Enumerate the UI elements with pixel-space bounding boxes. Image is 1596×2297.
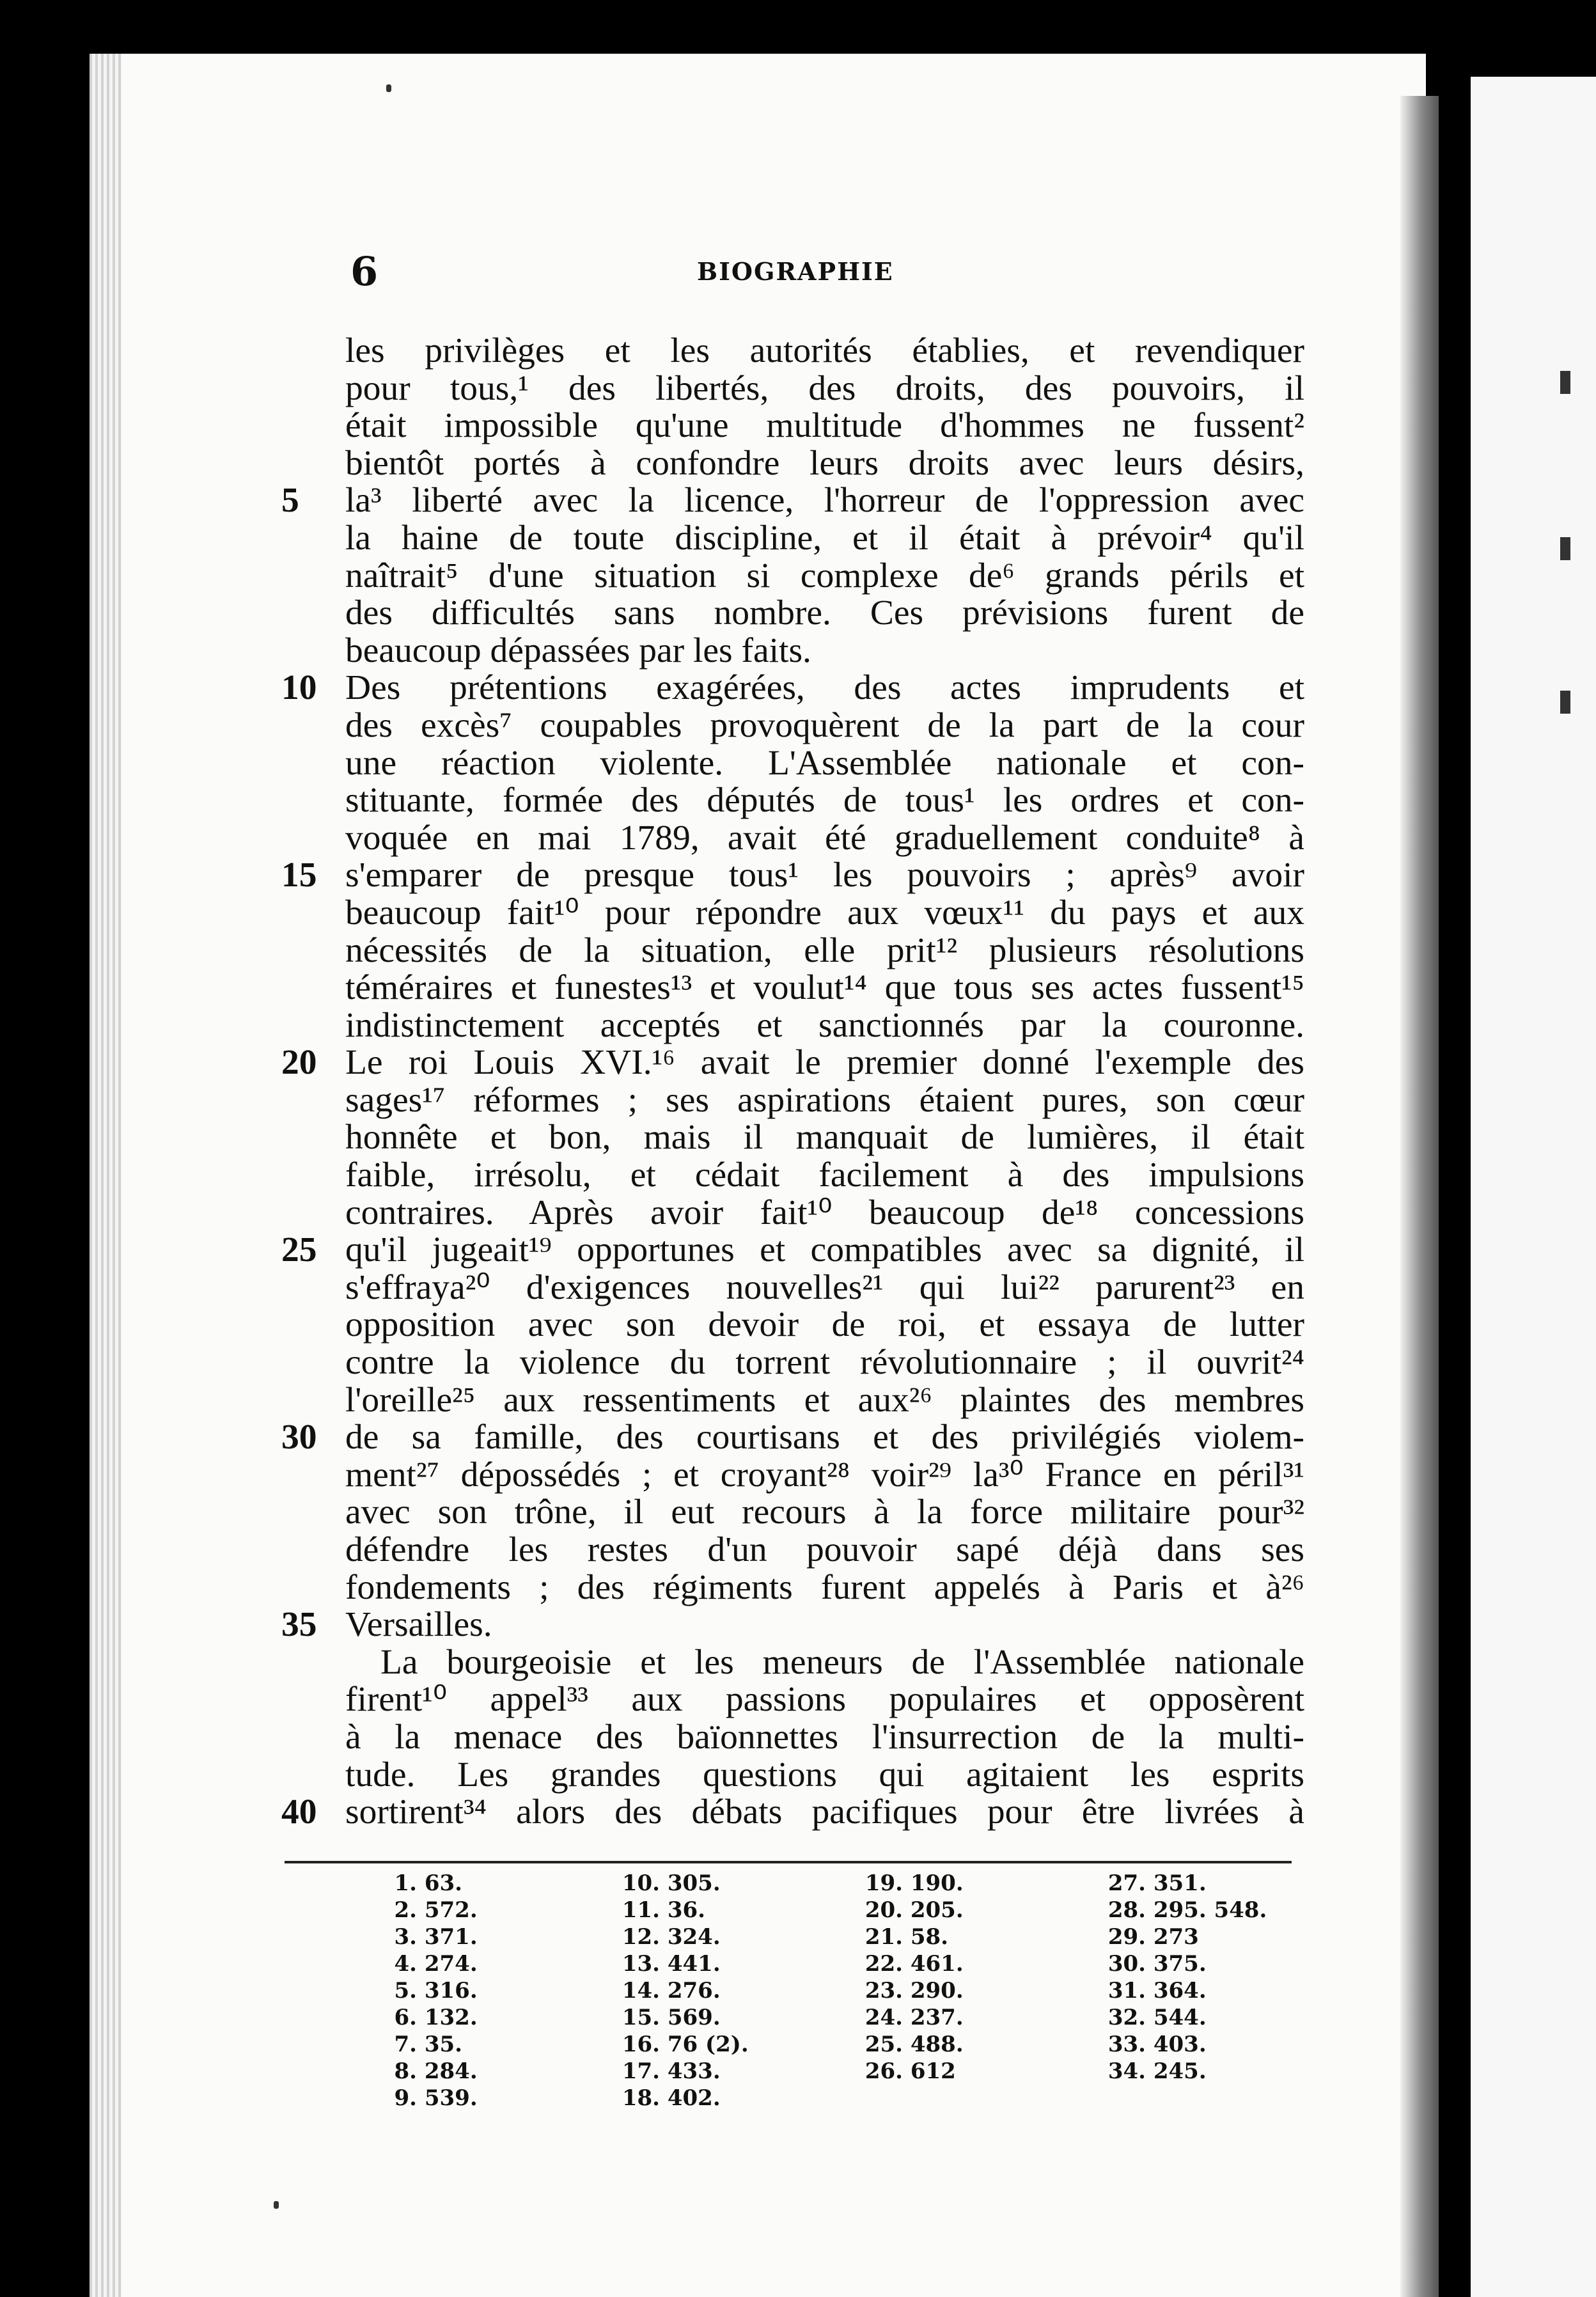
footnote-reference: 375. <box>1153 1951 1207 1977</box>
line-text: à la menace des baïonnettes l'insurrection de la multi- <box>345 1717 1304 1757</box>
footnote-entry <box>863 2058 1055 2085</box>
line-number: 20 <box>281 1043 317 1083</box>
line-text: pour tous,¹ des libertés, des droits, des pouvoirs, il <box>345 368 1304 408</box>
footnote-number: 34. <box>1107 2058 1146 2084</box>
footnote-reference: 76 (2). <box>667 2032 749 2057</box>
text-line <box>281 1230 1304 1270</box>
line-text: stituante, formée des députés de tous¹ les ordres et con- <box>345 781 1304 820</box>
footnote-entry <box>377 1924 569 1950</box>
footnote-reference: 544. <box>1153 2005 1207 2030</box>
line-text: la haine de toute discipline, et il était à prévoir⁴ qu'il <box>345 518 1304 558</box>
footnote-reference: 316. <box>424 1978 478 2003</box>
text-line <box>345 1007 1304 1045</box>
line-text: était impossible qu'une multitude d'hommes ne fussent² <box>345 406 1304 446</box>
footnote-number: 31. <box>1107 1978 1146 2003</box>
line-number: 5 <box>281 481 299 521</box>
footnote-reference: 273 <box>1153 1924 1199 1950</box>
line-text: fondements ; des régiments furent appelés à Paris et à²⁶ <box>345 1567 1304 1607</box>
line-text: opposition avec son devoir de roi, et essaya de lutter <box>345 1305 1304 1345</box>
line-text: sages¹⁷ réformes ; ses aspirations étaient pures, son cœur <box>345 1080 1304 1120</box>
footnote-entry <box>620 1870 812 1897</box>
footnote-entry <box>620 2031 812 2058</box>
line-text: l'oreille²⁵ aux ressentiments et aux²⁶ plaintes des membres <box>345 1380 1304 1420</box>
footnote-entry <box>863 1870 1055 1897</box>
line-text: s'effraya²⁰ d'exigences nouvelles²¹ qui lui²² parurent²³ en <box>345 1267 1304 1307</box>
footnote-entry <box>377 2004 569 2031</box>
line-text: indistinctement acceptés et sanctionnés par la couronne. <box>345 1005 1304 1045</box>
footnote-column <box>863 1870 1055 2085</box>
footnote-entry <box>1106 2004 1298 2031</box>
line-number: 40 <box>281 1792 317 1832</box>
text-line <box>281 668 1304 708</box>
line-number: 35 <box>281 1605 317 1645</box>
text-line <box>345 932 1304 970</box>
footnote-entry <box>377 1870 569 1897</box>
line-number: 15 <box>281 856 317 895</box>
footnote-rule <box>285 1861 1292 1863</box>
line-number: 25 <box>281 1230 317 1270</box>
footnote-number: 20. <box>864 1897 903 1923</box>
line-text: faible, irrésolu, et cédait facilement à des impulsions <box>345 1156 1304 1195</box>
text-line <box>281 1043 1304 1083</box>
footnote-entry <box>1106 1897 1298 1924</box>
footnote-number: 22. <box>864 1951 903 1977</box>
footnote-number: 25. <box>864 2032 903 2057</box>
footnote-reference: 205. <box>910 1897 964 1923</box>
line-text: téméraires et funestes¹³ et voulut¹⁴ que tous ses actes fussent¹⁵ <box>345 968 1304 1008</box>
facing-page-glyph <box>1560 691 1570 714</box>
text-line <box>345 520 1304 558</box>
footnote-entry <box>620 2004 812 2031</box>
text-line <box>345 632 1304 670</box>
footnote-entry <box>377 2031 569 2058</box>
footnote-reference: 284. <box>424 2058 478 2084</box>
text-line <box>345 1644 1304 1682</box>
footnote-number: 28. <box>1107 1897 1146 1923</box>
footnote-column <box>377 1870 569 2112</box>
footnote-reference: 403. <box>1153 2032 1207 2057</box>
footnote-reference: 572. <box>424 1897 478 1923</box>
text-line <box>281 1418 1304 1457</box>
footnote-reference: 190. <box>910 1870 964 1896</box>
footnote-number: 1. <box>394 1870 417 1896</box>
footnote-number: 5. <box>394 1978 417 2003</box>
line-text: voquée en mai 1789, avait été graduellement conduite⁸ à <box>345 818 1304 858</box>
footnote-entry <box>620 1897 812 1924</box>
footnote-entry <box>620 2058 812 2085</box>
footnote-entry <box>620 1924 812 1950</box>
footnote-reference: 441. <box>667 1951 721 1977</box>
footnote-number: 6. <box>394 2005 417 2030</box>
footnote-number: 19. <box>864 1870 903 1896</box>
text-line <box>345 558 1304 595</box>
text-line <box>345 407 1304 445</box>
line-text: s'emparer de presque tous¹ les pouvoirs ; après⁹ avoir <box>345 856 1304 895</box>
footnote-reference: 351. <box>1153 1870 1207 1896</box>
footnote-entry <box>377 1977 569 2004</box>
footnote-reference: 295. 548. <box>1153 1897 1267 1923</box>
footnote-entry <box>377 1950 569 1977</box>
footnote-number: 23. <box>864 1978 903 2003</box>
line-text: firent¹⁰ appel³³ aux passions populaires et opposèrent <box>345 1680 1304 1720</box>
text-line <box>345 1306 1304 1344</box>
speck <box>386 84 391 92</box>
footnote-number: 24. <box>864 2005 903 2030</box>
footnote-number: 18. <box>622 2085 660 2111</box>
footnote-entry <box>863 1950 1055 1977</box>
speck <box>274 2201 279 2209</box>
line-text: honnête et bon, mais il manquait de lumières, il était <box>345 1118 1304 1157</box>
line-text: ment²⁷ dépossédés ; et croyant²⁸ voir²⁹ la³⁰ France en péril³¹ <box>345 1455 1304 1494</box>
text-line <box>345 1719 1304 1757</box>
line-text: les privilèges et les autorités établies, et revendiquer <box>345 331 1304 370</box>
line-text: des difficultés sans nombre. Ces prévisions furent de <box>345 593 1304 633</box>
footnote-reference: 132. <box>424 2005 478 2030</box>
text-line <box>345 1494 1304 1532</box>
footnote-number: 3. <box>394 1924 417 1950</box>
facing-page-fragment <box>1471 77 1596 2297</box>
text-line <box>281 1792 1304 1832</box>
line-text: des excès⁷ coupables provoquèrent de la part de la cour <box>345 705 1304 745</box>
line-number: 30 <box>281 1418 317 1457</box>
line-text: avec son trône, il eut recours à la force militaire pour³² <box>345 1493 1304 1532</box>
text-line <box>345 1532 1304 1569</box>
footnote-entry <box>1106 2058 1298 2085</box>
text-line <box>345 1569 1304 1607</box>
footnote-reference: 274. <box>424 1951 478 1977</box>
text-line <box>345 1157 1304 1195</box>
footnote-entry <box>863 1977 1055 2004</box>
text-line <box>281 1605 1304 1645</box>
footnote-entry <box>620 1950 812 1977</box>
footnote-reference: 245. <box>1153 2058 1207 2084</box>
text-line <box>345 1382 1304 1420</box>
footnote-entry <box>863 2031 1055 2058</box>
line-text: Versailles. <box>345 1605 492 1645</box>
text-line <box>345 745 1304 783</box>
line-text: contraires. Après avoir fait¹⁰ beaucoup de¹⁸ concessions <box>345 1193 1304 1232</box>
line-text: nécessités de la situation, elle prit¹² plusieurs résolutions <box>345 930 1304 970</box>
text-line <box>345 1457 1304 1494</box>
footnote-number: 21. <box>864 1924 903 1950</box>
facing-page-glyph <box>1560 537 1570 560</box>
footnote-entry <box>863 1897 1055 1924</box>
footnote-reference: 569. <box>667 2005 721 2030</box>
footnote-entry <box>863 1924 1055 1950</box>
text-line <box>345 1344 1304 1382</box>
footnote-reference: 63. <box>424 1870 462 1896</box>
footnote-column <box>620 1870 812 2112</box>
footnote-reference: 237. <box>910 2005 964 2030</box>
footnote-reference: 371. <box>424 1924 478 1950</box>
footnote-reference: 276. <box>667 1978 721 2003</box>
footnote-entry <box>1106 2031 1298 2058</box>
line-number: 10 <box>281 668 317 708</box>
text-line <box>345 595 1304 632</box>
text-line <box>345 333 1304 370</box>
footnote-entry <box>1106 1924 1298 1950</box>
text-line <box>345 707 1304 745</box>
line-text: une réaction violente. L'Assemblée nationale et con- <box>345 743 1304 783</box>
text-line <box>345 1195 1304 1232</box>
line-text: La bourgeoisie et les meneurs de l'Assemblée nationale <box>380 1642 1304 1682</box>
footnote-number: 30. <box>1107 1951 1146 1977</box>
line-text: bientôt portés à confondre leurs droits avec leurs désirs, <box>345 443 1304 483</box>
footnote-reference: 58. <box>910 1924 948 1950</box>
line-text: beaucoup fait¹⁰ pour répondre aux vœux¹¹ du pays et aux <box>345 893 1304 932</box>
text-line <box>281 481 1304 521</box>
footnote-reference: 364. <box>1153 1978 1207 2003</box>
footnote-number: 15. <box>622 2005 660 2030</box>
footnote-reference: 36. <box>667 1897 705 1923</box>
footnote-reference: 290. <box>910 1978 964 2003</box>
footnote-entry <box>377 1897 569 1924</box>
line-text: Le roi Louis XVI.¹⁶ avait le premier donné l'exemple des <box>345 1043 1304 1083</box>
text-line <box>345 1119 1304 1157</box>
line-text: tude. Les grandes questions qui agitaient les esprits <box>345 1755 1304 1794</box>
text-line <box>281 856 1304 895</box>
line-text: Des prétentions exagérées, des actes imprudents et <box>345 668 1304 708</box>
line-text: de sa famille, des courtisans et des privilégiés violem- <box>345 1418 1304 1457</box>
footnote-reference: 488. <box>910 2032 964 2057</box>
footnote-reference: 305. <box>667 1870 721 1896</box>
body-text <box>281 331 1304 1832</box>
text-line <box>345 1082 1304 1120</box>
text-line <box>345 895 1304 932</box>
footnote-number: 7. <box>394 2032 417 2057</box>
text-line <box>345 370 1304 408</box>
footnote-reference: 35. <box>424 2032 462 2057</box>
footnote-number: 4. <box>394 1951 417 1977</box>
footnote-number: 10. <box>622 1870 660 1896</box>
text-line <box>345 1681 1304 1719</box>
footnote-number: 26. <box>864 2058 903 2084</box>
line-text: sortirent³⁴ alors des débats pacifiques pour être livrées à <box>345 1792 1304 1832</box>
footnote-entry <box>620 1977 812 2004</box>
footnote-entry <box>1106 1870 1298 1897</box>
footnote-number: 8. <box>394 2058 417 2084</box>
footnote-reference: 433. <box>667 2058 721 2084</box>
text-line <box>345 1757 1304 1794</box>
text-line <box>345 445 1304 483</box>
footnote-number: 13. <box>622 1951 660 1977</box>
book-gutter-shadow <box>1400 96 1439 2297</box>
line-text: défendre les restes d'un pouvoir sapé déjà dans ses <box>345 1530 1304 1569</box>
text-line <box>345 1269 1304 1307</box>
footnote-reference: 461. <box>910 1951 964 1977</box>
footnote-reference: 402. <box>667 2085 721 2111</box>
footnote-entry <box>1106 1977 1298 2004</box>
footnote-reference: 324. <box>667 1924 721 1950</box>
footnote-number: 9. <box>394 2085 417 2111</box>
page-number: 6 <box>350 248 379 295</box>
line-text: contre la violence du torrent révolutionnaire ; il ouvrit²⁴ <box>345 1343 1304 1383</box>
line-text: qu'il jugeait¹⁹ opportunes et compatibles avec sa dignité, il <box>345 1230 1304 1270</box>
footnote-entry <box>377 2058 569 2085</box>
footnote-number: 29. <box>1107 1924 1146 1950</box>
footnote-column <box>1106 1870 1298 2085</box>
text-line <box>345 782 1304 820</box>
footnote-entry <box>377 2085 569 2112</box>
footnote-number: 27. <box>1107 1870 1146 1896</box>
footnote-number: 17. <box>622 2058 660 2084</box>
footnote-number: 16. <box>622 2032 660 2057</box>
footnote-number: 2. <box>394 1897 417 1923</box>
footnote-number: 14. <box>622 1978 660 2003</box>
footnote-number: 12. <box>622 1924 660 1950</box>
text-line <box>345 820 1304 858</box>
footnote-entry <box>1106 1950 1298 1977</box>
footnote-entry <box>863 2004 1055 2031</box>
facing-page-glyph <box>1560 371 1570 394</box>
line-text: naîtrait⁵ d'une situation si complexe de⁶ grands périls et <box>345 556 1304 595</box>
running-title: BIOGRAPHIE <box>697 257 894 286</box>
text-line <box>345 969 1304 1007</box>
footnote-reference: 539. <box>424 2085 478 2111</box>
footnote-number: 11. <box>622 1897 660 1923</box>
line-text: beaucoup dépassées par les faits. <box>345 631 811 670</box>
footnote-entry <box>620 2085 812 2112</box>
line-text: la³ liberté avec la licence, l'horreur de l'oppression avec <box>345 481 1304 521</box>
footnote-number: 33. <box>1107 2032 1146 2057</box>
footnote-number: 32. <box>1107 2005 1146 2030</box>
footnote-reference: 612 <box>910 2058 956 2084</box>
